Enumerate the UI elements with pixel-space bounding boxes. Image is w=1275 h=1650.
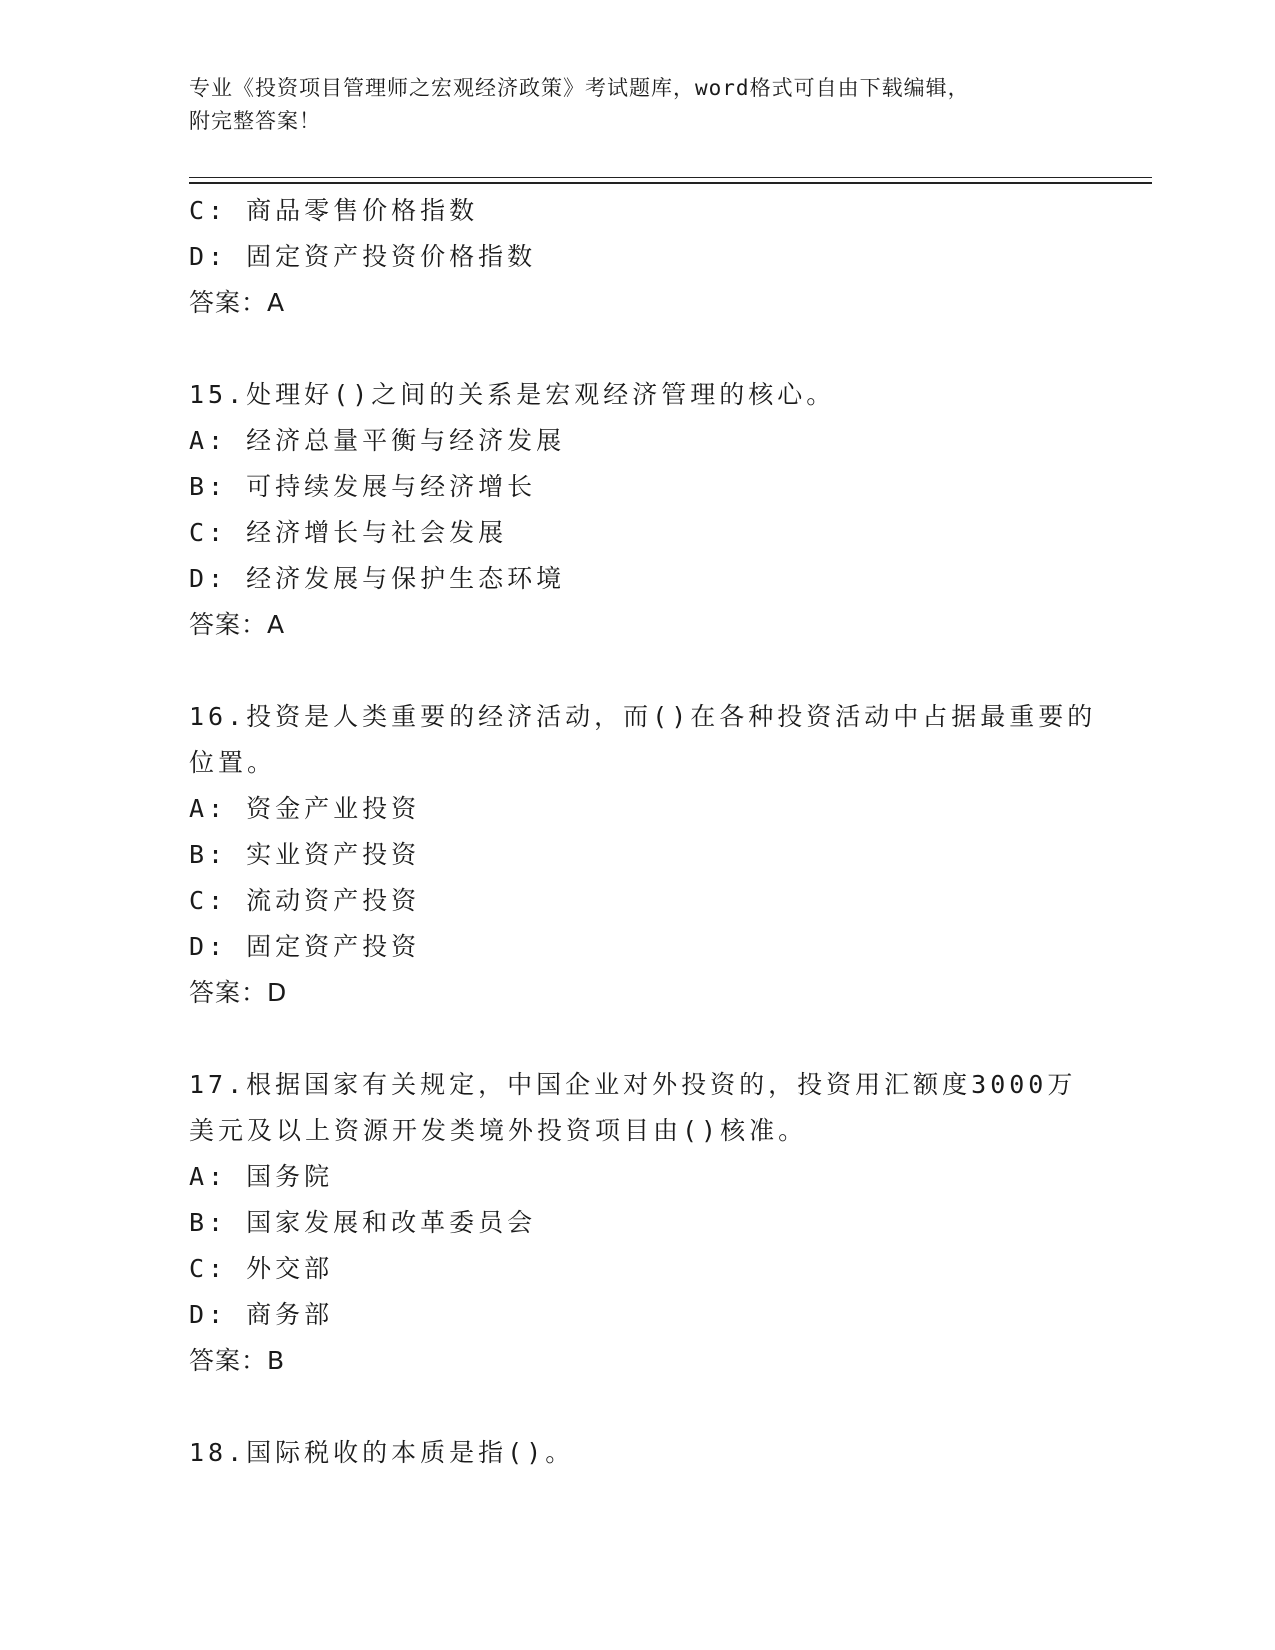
question-15 <box>189 372 1089 648</box>
header-line-2: 附完整答案！ <box>189 109 321 133</box>
question-stem-line-2: 美元及以上资源开发类境外投资项目由()核准。 <box>189 1116 808 1145</box>
question-stem: 15.处理好()之间的关系是宏观经济管理的核心。 <box>189 380 836 409</box>
question-17 <box>189 1062 1089 1384</box>
question-list <box>189 188 1097 1476</box>
question-stem-line-1: 16.投资是人类重要的经济活动，而()在各种投资活动中占据最重要的 <box>189 702 1097 731</box>
header-divider-thick <box>189 182 1152 184</box>
option-a: A: 经济总量平衡与经济发展 <box>189 426 566 455</box>
question-stem-line-2: 位置。 <box>189 748 277 777</box>
header-line-1: 专业《投资项目管理师之宏观经济政策》考试题库，word格式可自由下载编辑， <box>189 76 970 100</box>
option-c: C: 经济增长与社会发展 <box>189 518 508 547</box>
header-divider-thin <box>189 177 1152 178</box>
spacer <box>189 326 1089 372</box>
document-header <box>189 72 1149 138</box>
question-14-tail <box>189 188 1089 326</box>
option-b: B: 实业资产投资 <box>189 840 421 869</box>
question-stem: 18.国际税收的本质是指()。 <box>189 1438 575 1467</box>
question-stem-line-1: 17.根据国家有关规定，中国企业对外投资的，投资用汇额度3000万 <box>189 1070 1077 1099</box>
option-b: B: 可持续发展与经济增长 <box>189 472 537 501</box>
option-c: C: 商品零售价格指数 <box>189 196 479 225</box>
answer: 答案：B <box>189 1346 286 1375</box>
option-d: D: 商务部 <box>189 1300 334 1329</box>
question-18 <box>189 1430 1089 1476</box>
spacer <box>189 648 1089 694</box>
option-b: B: 国家发展和改革委员会 <box>189 1208 537 1237</box>
option-d: D: 固定资产投资价格指数 <box>189 242 537 271</box>
answer: 答案：D <box>189 978 288 1007</box>
spacer <box>189 1016 1089 1062</box>
question-16 <box>189 694 1097 1016</box>
option-c: C: 外交部 <box>189 1254 334 1283</box>
option-a: A: 资金产业投资 <box>189 794 421 823</box>
option-d: D: 经济发展与保护生态环境 <box>189 564 566 593</box>
option-a: A: 国务院 <box>189 1162 334 1191</box>
option-c: C: 流动资产投资 <box>189 886 421 915</box>
spacer <box>189 1384 1089 1430</box>
answer: 答案：A <box>189 610 286 639</box>
answer: 答案：A <box>189 288 286 317</box>
option-d: D: 固定资产投资 <box>189 932 421 961</box>
